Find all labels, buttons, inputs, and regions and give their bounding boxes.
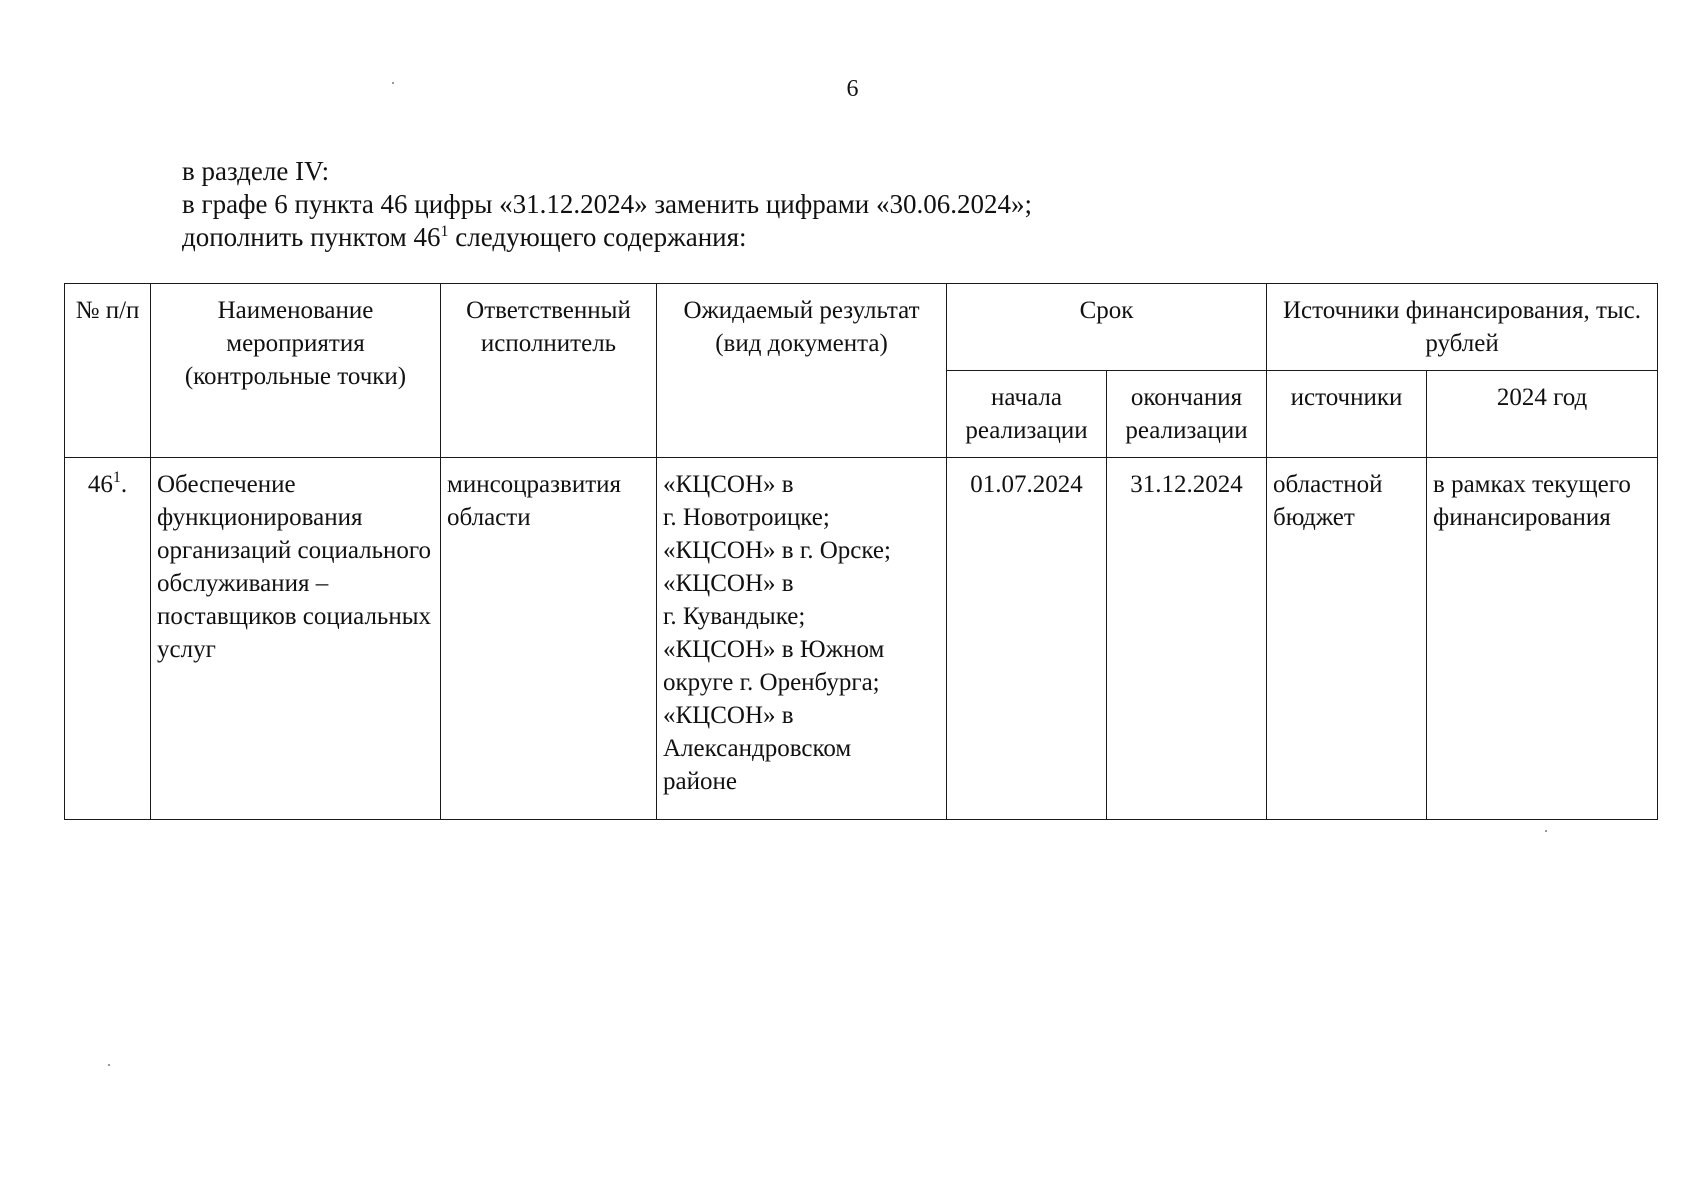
- result-line: районе: [663, 768, 737, 795]
- plan-table: [64, 283, 1658, 820]
- intro-add-text: дополнить пунктом 46: [182, 222, 441, 252]
- cell-result: [657, 458, 947, 820]
- header-num: № п/п: [65, 284, 151, 458]
- cell-source: областной бюджет: [1267, 458, 1427, 820]
- scan-speck: [1545, 830, 1547, 832]
- result-line: «КЦСОН» в г. Орске;: [663, 537, 891, 564]
- header-executor: Ответственный исполнитель: [441, 284, 657, 458]
- intro-add-superscript: 1: [440, 223, 449, 240]
- header-financing-sources: источники: [1267, 371, 1427, 458]
- header-term-end: окончания реализации: [1107, 371, 1267, 458]
- result-line: г. Кувандыке;: [663, 603, 806, 630]
- cell-end-date: 31.12.2024: [1107, 458, 1267, 820]
- table-header-row: [65, 284, 1658, 371]
- row-number-superscript: 1: [112, 469, 121, 486]
- row-number: 46: [87, 471, 113, 498]
- header-term-start: начала реализации: [947, 371, 1107, 458]
- scan-speck: [108, 1064, 110, 1066]
- result-line: Александровском: [663, 735, 852, 762]
- intro-line-replace: в графе 6 пункта 46 цифры «31.12.2024» заменить цифрами «30.06.2024»;: [182, 189, 1032, 219]
- result-line: «КЦСОН» в: [663, 471, 794, 498]
- header-result: Ожидаемый результат (вид документа): [657, 284, 947, 458]
- intro-text: [182, 155, 1032, 254]
- intro-line-section: в разделе IV:: [182, 156, 330, 186]
- header-name: Наименование мероприятия (контрольные точки): [151, 284, 441, 458]
- header-term: Срок: [947, 284, 1267, 371]
- header-financing: Источники финансирования, тыс. рублей: [1267, 284, 1658, 371]
- intro-add-text-end: следующего содержания:: [448, 222, 747, 252]
- cell-amount: в рамках текущего финансирования: [1427, 458, 1658, 820]
- result-line: г. Новотроицке;: [663, 504, 830, 531]
- result-line: «КЦСОН» в Южном: [663, 636, 885, 663]
- cell-name: Обеспечение функционирования организаций социального обслуживания – поставщиков социальных услуг: [151, 458, 441, 820]
- cell-start-date: 01.07.2024: [947, 458, 1107, 820]
- result-line: «КЦСОН» в: [663, 570, 794, 597]
- result-line: «КЦСОН» в: [663, 702, 794, 729]
- scan-speck: [392, 82, 394, 84]
- cell-num: [65, 458, 151, 820]
- row-number-dot: .: [120, 471, 128, 498]
- table-row: [65, 458, 1658, 820]
- result-line: округе г. Оренбурга;: [663, 669, 880, 696]
- cell-executor: минсоцразвития области: [441, 458, 657, 820]
- page-number: 6: [846, 76, 859, 102]
- header-financing-year: 2024 год: [1427, 371, 1658, 458]
- intro-line-add: [182, 221, 1032, 254]
